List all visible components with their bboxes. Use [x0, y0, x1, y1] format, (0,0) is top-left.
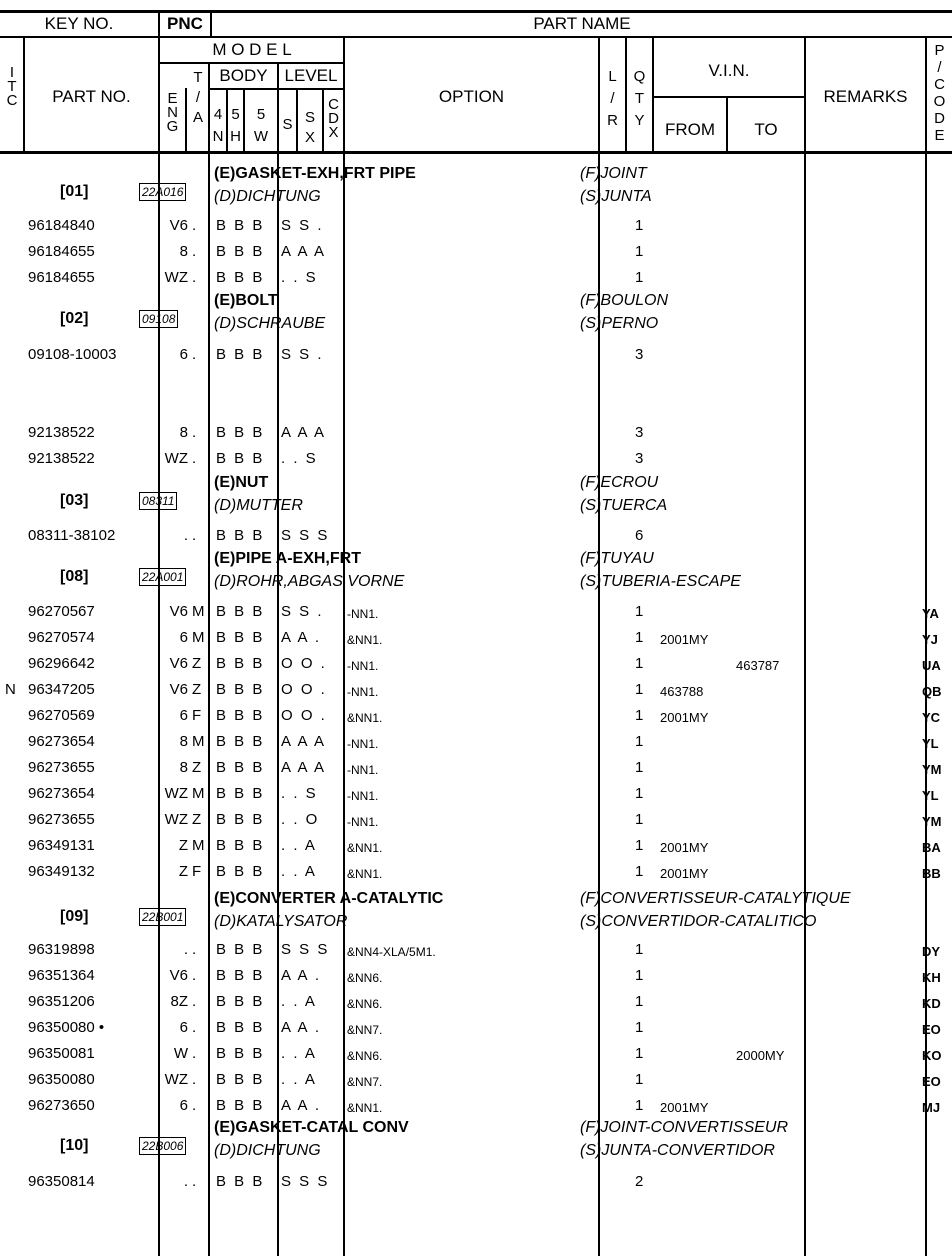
transaxle-code: .: [192, 1045, 197, 1062]
transaxle-code: M: [192, 629, 205, 646]
part-number: 96184655: [28, 269, 95, 286]
quantity: 1: [635, 733, 644, 750]
p-code: UA: [922, 658, 941, 673]
option-code: -NN1.: [347, 763, 379, 777]
transaxle-code: .: [192, 346, 197, 363]
qty-header: Q T Y: [633, 68, 646, 129]
header-bottom-rule: [0, 151, 952, 154]
part-number: 92138522: [28, 450, 95, 467]
key-number: [10]: [60, 1137, 89, 1154]
vin-to: 463787: [736, 658, 780, 673]
quantity: 1: [635, 785, 644, 802]
p-code: QB: [922, 684, 942, 699]
option-code: &NN1.: [347, 1101, 383, 1115]
level-codes: . . A: [281, 1045, 317, 1062]
part-number: 96350080 •: [28, 1019, 105, 1036]
vin-from: 2001MY: [660, 840, 709, 855]
key-number: [01]: [60, 183, 89, 200]
part-name-french: (F)TUYAU: [580, 550, 654, 567]
part-number: 96273650: [28, 1097, 95, 1114]
engine-code: Z: [178, 837, 188, 854]
pnc-code: 22A001: [139, 568, 186, 586]
pnc-code: 22A016: [139, 183, 186, 201]
quantity: 3: [635, 346, 644, 363]
engine-code: .: [183, 527, 188, 544]
transaxle-code: .: [192, 1097, 197, 1114]
part-number: 96349131: [28, 837, 95, 854]
quantity: 3: [635, 424, 644, 441]
level-codes: A A .: [281, 1097, 322, 1114]
transaxle-code: .: [192, 941, 197, 958]
option-header: OPTION: [438, 87, 505, 106]
option-code: &NN6.: [347, 971, 383, 985]
header-top-rule: [0, 10, 952, 13]
body-codes: B B B: [216, 993, 265, 1010]
body-codes: B B B: [216, 629, 265, 646]
level-codes: . . S: [281, 450, 318, 467]
level-codes: A A A: [281, 243, 327, 260]
quantity: 1: [635, 243, 644, 260]
engine-code: 6: [179, 1019, 188, 1036]
vin-from: 2001MY: [660, 866, 709, 881]
part-number: 96270574: [28, 629, 95, 646]
quantity: 1: [635, 269, 644, 286]
p-code: DY: [922, 944, 941, 959]
p-code: YC: [922, 710, 941, 725]
engine-code: 8: [179, 733, 188, 750]
engine-code: 6: [179, 707, 188, 724]
engine-code: 8: [179, 424, 188, 441]
p-code: EO: [922, 1022, 941, 1037]
part-number: 96273654: [28, 785, 95, 802]
quantity: 1: [635, 1045, 644, 1062]
part-name-english: (E)BOLT: [214, 292, 278, 309]
p-code: MJ: [922, 1100, 941, 1115]
transaxle-code: .: [192, 1071, 197, 1088]
quantity: 1: [635, 681, 644, 698]
part-name-german: (D)ROHR,ABGAS VORNE: [214, 573, 405, 590]
level-codes: S S S: [281, 1173, 330, 1190]
body-codes: B B B: [216, 217, 265, 234]
body-codes: B B B: [216, 424, 265, 441]
part-no-header: PART NO.: [52, 87, 131, 106]
level-codes: A A A: [281, 424, 327, 441]
part-number: 96273655: [28, 811, 95, 828]
p-code: KH: [922, 970, 941, 985]
col-line-remarks: [804, 38, 806, 1256]
quantity: 6: [635, 527, 644, 544]
transaxle-code: .: [192, 450, 197, 467]
part-name-spanish: (S)TUBERIA-ESCAPE: [580, 573, 741, 590]
quantity: 1: [635, 707, 644, 724]
option-code: -NN1.: [347, 789, 379, 803]
vin-header: V.I.N.: [708, 61, 750, 80]
transaxle-code: M: [192, 733, 205, 750]
body-4n-header: 4 N: [212, 106, 224, 145]
engine-code: .: [183, 1173, 188, 1190]
part-number: 96296642: [28, 655, 95, 672]
vin-from: 463788: [660, 684, 704, 699]
key-number: [08]: [60, 568, 89, 585]
engine-code: Z: [178, 863, 188, 880]
body-codes: B B B: [216, 967, 265, 984]
part-number: 96351364: [28, 967, 95, 984]
transaxle-code: F: [192, 707, 202, 724]
level-codes: . . A: [281, 1071, 317, 1088]
option-code: &NN1.: [347, 867, 383, 881]
eng-header: E N G: [166, 90, 179, 135]
part-number: 92138522: [28, 424, 95, 441]
level-codes: S S .: [281, 346, 324, 363]
level-codes: . . A: [281, 993, 317, 1010]
part-number: 96350080: [28, 1071, 95, 1088]
quantity: 3: [635, 450, 644, 467]
part-name-french: (F)JOINT: [580, 165, 647, 182]
body-5w-header: 5 W: [253, 106, 269, 145]
option-code: -NN1.: [347, 659, 379, 673]
body-codes: B B B: [216, 1097, 265, 1114]
pnc-header: PNC: [167, 14, 203, 33]
model-rule: [158, 62, 344, 64]
option-code: &NN6.: [347, 1049, 383, 1063]
p-code: BA: [922, 840, 941, 855]
part-name-german: (D)DICHTUNG: [214, 1142, 321, 1159]
body-codes: B B B: [216, 1173, 265, 1190]
remarks-header: REMARKS: [823, 87, 908, 106]
p-code: KD: [922, 996, 941, 1011]
part-number: 08311-38102: [28, 527, 116, 544]
quantity: 1: [635, 993, 644, 1010]
engine-code: V6: [169, 655, 188, 672]
transaxle-code: .: [192, 967, 197, 984]
body-header: BODY: [219, 66, 268, 85]
level-codes: O O .: [281, 707, 327, 724]
engine-code: 6: [179, 1097, 188, 1114]
key-number: [02]: [60, 310, 89, 327]
transaxle-code: M: [192, 603, 205, 620]
part-name-spanish: (S)JUNTA: [580, 188, 652, 205]
level-codes: S S .: [281, 603, 324, 620]
body-codes: B B B: [216, 603, 265, 620]
p-code: YM: [922, 762, 942, 777]
level-s-header: S: [282, 116, 293, 133]
body-codes: B B B: [216, 1045, 265, 1062]
vin-from: 2001MY: [660, 632, 709, 647]
part-number: 96349132: [28, 863, 95, 880]
body-codes: B B B: [216, 785, 265, 802]
engine-code: W: [173, 1045, 188, 1062]
header-rule-1: [0, 36, 952, 38]
p-code: YJ: [922, 632, 938, 647]
quantity: 1: [635, 967, 644, 984]
key-number: [03]: [60, 492, 89, 509]
part-number: 96184840: [28, 217, 95, 234]
part-number: 96273654: [28, 733, 95, 750]
quantity: 1: [635, 863, 644, 880]
part-number: 96184655: [28, 243, 95, 260]
option-code: -NN1.: [347, 607, 379, 621]
col-line-ta: [208, 62, 210, 1256]
option-code: &NN4-XLA/5M1.: [347, 945, 436, 959]
engine-code: 8: [179, 243, 188, 260]
p-code: YL: [922, 736, 939, 751]
level-cdx-header: C D X: [328, 96, 339, 141]
transaxle-code: Z: [192, 811, 202, 828]
engine-code: .: [183, 941, 188, 958]
body-codes: B B B: [216, 243, 265, 260]
option-code: &NN1.: [347, 841, 383, 855]
quantity: 1: [635, 603, 644, 620]
engine-code: WZ: [164, 811, 188, 828]
body-codes: B B B: [216, 527, 265, 544]
model-header: M O D E L: [212, 40, 292, 59]
option-code: &NN1.: [347, 633, 383, 647]
transaxle-code: .: [192, 1173, 197, 1190]
engine-code: V6: [169, 967, 188, 984]
transaxle-code: Z: [192, 759, 202, 776]
col-line-lr: [598, 38, 600, 1256]
engine-code: V6: [169, 217, 188, 234]
vin-rule: [652, 96, 804, 98]
body-codes: B B B: [216, 450, 265, 467]
quantity: 1: [635, 837, 644, 854]
transaxle-code: M: [192, 785, 205, 802]
engine-code: 8: [179, 759, 188, 776]
engine-code: WZ: [164, 450, 188, 467]
engine-code: 6: [179, 346, 188, 363]
body-codes: B B B: [216, 681, 265, 698]
body-codes: B B B: [216, 941, 265, 958]
level-codes: . . A: [281, 863, 317, 880]
part-name-french: (F)CONVERTISSEUR-CATALYTIQUE: [580, 890, 851, 907]
pcode-header: P / C O D E: [933, 42, 946, 144]
body-codes: B B B: [216, 346, 265, 363]
transaxle-code: .: [192, 269, 197, 286]
body-codes: B B B: [216, 269, 265, 286]
quantity: 1: [635, 629, 644, 646]
part-name-english: (E)PIPE A-EXH,FRT: [214, 550, 361, 567]
quantity: 1: [635, 941, 644, 958]
part-number: 96351206: [28, 993, 95, 1010]
col-line-body-level: [277, 62, 279, 1256]
engine-code: WZ: [164, 1071, 188, 1088]
key-no-header: KEY NO.: [44, 14, 114, 33]
transaxle-code: M: [192, 837, 205, 854]
part-name-header: PART NAME: [533, 14, 631, 33]
part-number: 09108-10003: [28, 346, 117, 363]
level-codes: A A .: [281, 629, 322, 646]
quantity: 1: [635, 217, 644, 234]
part-number: 96273655: [28, 759, 95, 776]
option-code: &NN6.: [347, 997, 383, 1011]
ta-header: T / A: [192, 69, 203, 126]
level-codes: . . A: [281, 837, 317, 854]
level-codes: A A A: [281, 759, 327, 776]
p-code: EO: [922, 1074, 941, 1089]
option-code: &NN1.: [347, 711, 383, 725]
quantity: 1: [635, 1097, 644, 1114]
part-name-spanish: (S)TUERCA: [580, 497, 668, 514]
body-5h-header: 5 H: [230, 106, 241, 145]
itc-code: N: [5, 681, 16, 698]
level-codes: S S S: [281, 941, 330, 958]
option-code: &NN7.: [347, 1075, 383, 1089]
p-code: KO: [922, 1048, 942, 1063]
level-codes: . . S: [281, 269, 318, 286]
level-codes: A A A: [281, 733, 327, 750]
level-codes: A A .: [281, 1019, 322, 1036]
part-number: 96347205: [28, 681, 95, 698]
body-codes: B B B: [216, 837, 265, 854]
option-code: -NN1.: [347, 685, 379, 699]
part-name-french: (F)ECROU: [580, 474, 659, 491]
p-code: YM: [922, 814, 942, 829]
level-codes: . . O: [281, 811, 320, 828]
vin-from-header: FROM: [664, 120, 716, 139]
quantity: 1: [635, 811, 644, 828]
pnc-code: 09108: [139, 310, 178, 328]
part-name-english: (E)GASKET-CATAL CONV: [214, 1119, 409, 1136]
vin-to: 2000MY: [736, 1048, 785, 1063]
option-code: -NN1.: [347, 815, 379, 829]
part-name-french: (F)JOINT-CONVERTISSEUR: [580, 1119, 789, 1136]
transaxle-code: .: [192, 527, 197, 544]
transaxle-code: .: [192, 424, 197, 441]
level-codes: O O .: [281, 655, 327, 672]
vin-from: 2001MY: [660, 710, 709, 725]
p-code: BB: [922, 866, 941, 881]
part-number: 96270569: [28, 707, 95, 724]
engine-code: 6: [179, 629, 188, 646]
col-line-option: [343, 38, 345, 1256]
part-name-french: (F)BOULON: [580, 292, 668, 309]
part-name-german: (D)MUTTER: [214, 497, 303, 514]
p-code: YL: [922, 788, 939, 803]
part-name-spanish: (S)JUNTA-CONVERTIDOR: [580, 1142, 775, 1159]
pnc-code: 22B006: [139, 1137, 186, 1155]
pnc-code: 08311: [139, 492, 177, 510]
level-codes: . . S: [281, 785, 318, 802]
vin-from: 2001MY: [660, 1100, 709, 1115]
level-codes: S S .: [281, 217, 324, 234]
transaxle-code: .: [192, 243, 197, 260]
part-name-spanish: (S)PERNO: [580, 315, 659, 332]
quantity: 1: [635, 759, 644, 776]
part-name-english: (E)GASKET-EXH,FRT PIPE: [214, 165, 416, 182]
option-code: &NN7.: [347, 1023, 383, 1037]
body-codes: B B B: [216, 655, 265, 672]
part-number: 96319898: [28, 941, 95, 958]
part-name-english: (E)NUT: [214, 474, 269, 491]
part-number: 96350081: [28, 1045, 95, 1062]
level-sx-header: S X: [304, 109, 315, 146]
body-codes: B B B: [216, 1019, 265, 1036]
engine-code: 8Z: [170, 993, 188, 1010]
quantity: 1: [635, 1019, 644, 1036]
col-line-eng: [185, 88, 187, 152]
itc-header: I T C: [6, 64, 18, 109]
body-codes: B B B: [216, 811, 265, 828]
part-name-spanish: (S)CONVERTIDOR-CATALITICO: [580, 913, 817, 930]
engine-code: WZ: [164, 785, 188, 802]
key-number: [09]: [60, 908, 89, 925]
option-code: -NN1.: [347, 737, 379, 751]
body-codes: B B B: [216, 733, 265, 750]
transaxle-code: .: [192, 993, 197, 1010]
transaxle-code: Z: [192, 681, 202, 698]
level-header: LEVEL: [284, 66, 338, 85]
transaxle-code: Z: [192, 655, 202, 672]
pnc-code: 22B001: [139, 908, 186, 926]
quantity: 2: [635, 1173, 644, 1190]
level-codes: A A .: [281, 967, 322, 984]
vin-to-header: TO: [754, 120, 778, 139]
transaxle-code: F: [192, 863, 202, 880]
transaxle-code: .: [192, 217, 197, 234]
p-code: YA: [922, 606, 939, 621]
part-number: 96350814: [28, 1173, 95, 1190]
body-codes: B B B: [216, 863, 265, 880]
engine-code: V6: [169, 603, 188, 620]
part-name-german: (D)KATALYSATOR: [214, 913, 348, 930]
quantity: 1: [635, 1071, 644, 1088]
part-name-german: (D)DICHTUNG: [214, 188, 321, 205]
level-codes: S S S: [281, 527, 330, 544]
transaxle-code: .: [192, 1019, 197, 1036]
part-name-english: (E)CONVERTER A-CATALYTIC: [214, 890, 444, 907]
body-codes: B B B: [216, 1071, 265, 1088]
lr-header: L / R: [607, 68, 618, 129]
part-name-german: (D)SCHRAUBE: [214, 315, 326, 332]
quantity: 1: [635, 655, 644, 672]
level-codes: O O .: [281, 681, 327, 698]
body-codes: B B B: [216, 759, 265, 776]
body-codes: B B B: [216, 707, 265, 724]
engine-code: WZ: [164, 269, 188, 286]
engine-code: V6: [169, 681, 188, 698]
part-number: 96270567: [28, 603, 95, 620]
